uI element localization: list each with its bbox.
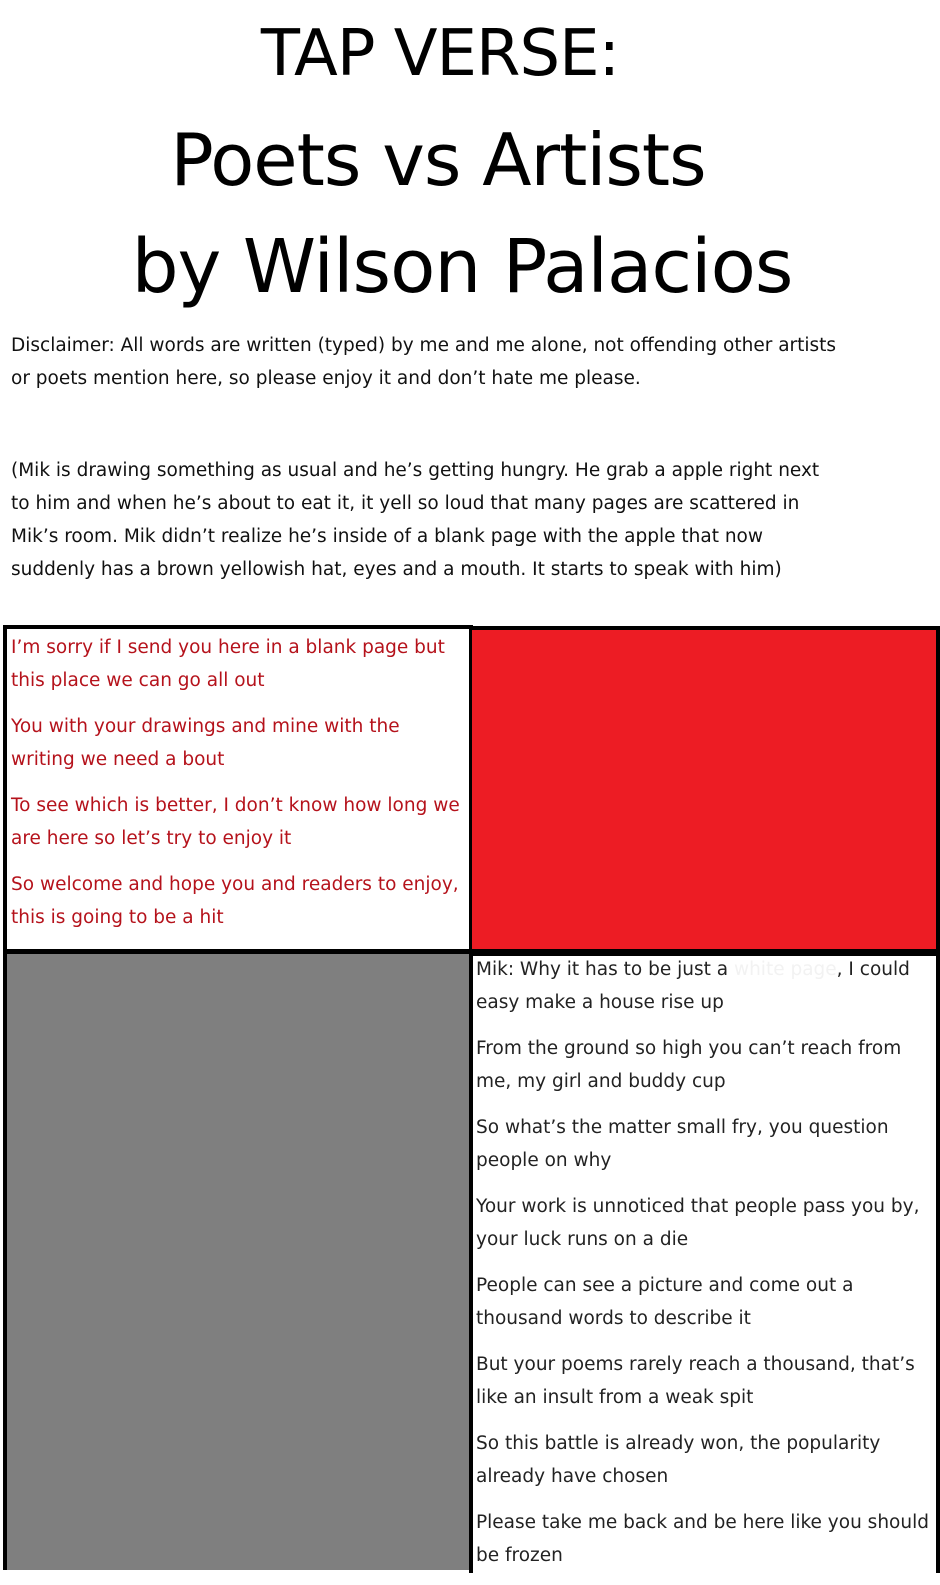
- mik-verse-5: People can see a picture and come out a thousand words to describe it: [476, 1275, 854, 1329]
- title-line-3: by Wilson Palacios: [131, 224, 793, 310]
- mik-verse-4: Your work is unnoticed that people pass you by, your luck runs on a die: [476, 1196, 920, 1250]
- mik-verse-1-end: , I could easy make a house rise up: [476, 959, 910, 1013]
- intro-text: (Mik is drawing something as usual and he’s getting hungry. He grab a apple right next to him and when he’s about to eat it, it yell so loud that many pages are scattered in Mik’s room. Mik didn’t realize he’s inside of a blank page with the apple that now suddenly has a brown yellowish hat, eyes and a mouth. It starts to speak with him): [11, 460, 820, 580]
- mik-verse-2: From the ground so high you can’t reach from me, my girl and buddy cup: [476, 1038, 902, 1092]
- apple-verse-3: To see which is better, I don’t know how long we are here so let’s try to enjoy it: [11, 795, 460, 849]
- title-line-2: Poets vs Artists: [170, 118, 706, 202]
- mik-verse-3: So what’s the matter small fry, you question people on why: [476, 1117, 889, 1171]
- apple-verse-2: You with your drawings and mine with the writing we need a bout: [11, 716, 400, 770]
- apple-verse-1: I’m sorry if I send you here in a blank page but this place we can go all out: [11, 637, 445, 691]
- mik-verse-7: So this battle is already won, the popularity already have chosen: [476, 1433, 881, 1487]
- apple-verse-4: So welcome and hope you and readers to enjoy, this is going to be a hit: [11, 874, 459, 928]
- red-panel: [469, 626, 940, 953]
- mik-verse-1-highlight: white page: [733, 959, 837, 980]
- disclaimer-text: Disclaimer: All words are written (typed) by me and me alone, not offending other artists or poets mention here, so please enjoy it and don’t hate me please.: [11, 335, 837, 389]
- mik-verse-1: [476, 953, 932, 1019]
- mik-verses: [476, 953, 932, 1585]
- apple-verses: [11, 631, 467, 947]
- title-line-1: TAP VERSE:: [260, 17, 620, 91]
- gray-panel: [3, 950, 473, 1570]
- mik-verse-1-start: Mik: Why it has to be just a: [476, 959, 734, 980]
- mik-verse-6: But your poems rarely reach a thousand, that’s like an insult from a weak spit: [476, 1354, 915, 1408]
- mik-verse-8: Please take me back and be here like you should be frozen: [476, 1512, 929, 1566]
